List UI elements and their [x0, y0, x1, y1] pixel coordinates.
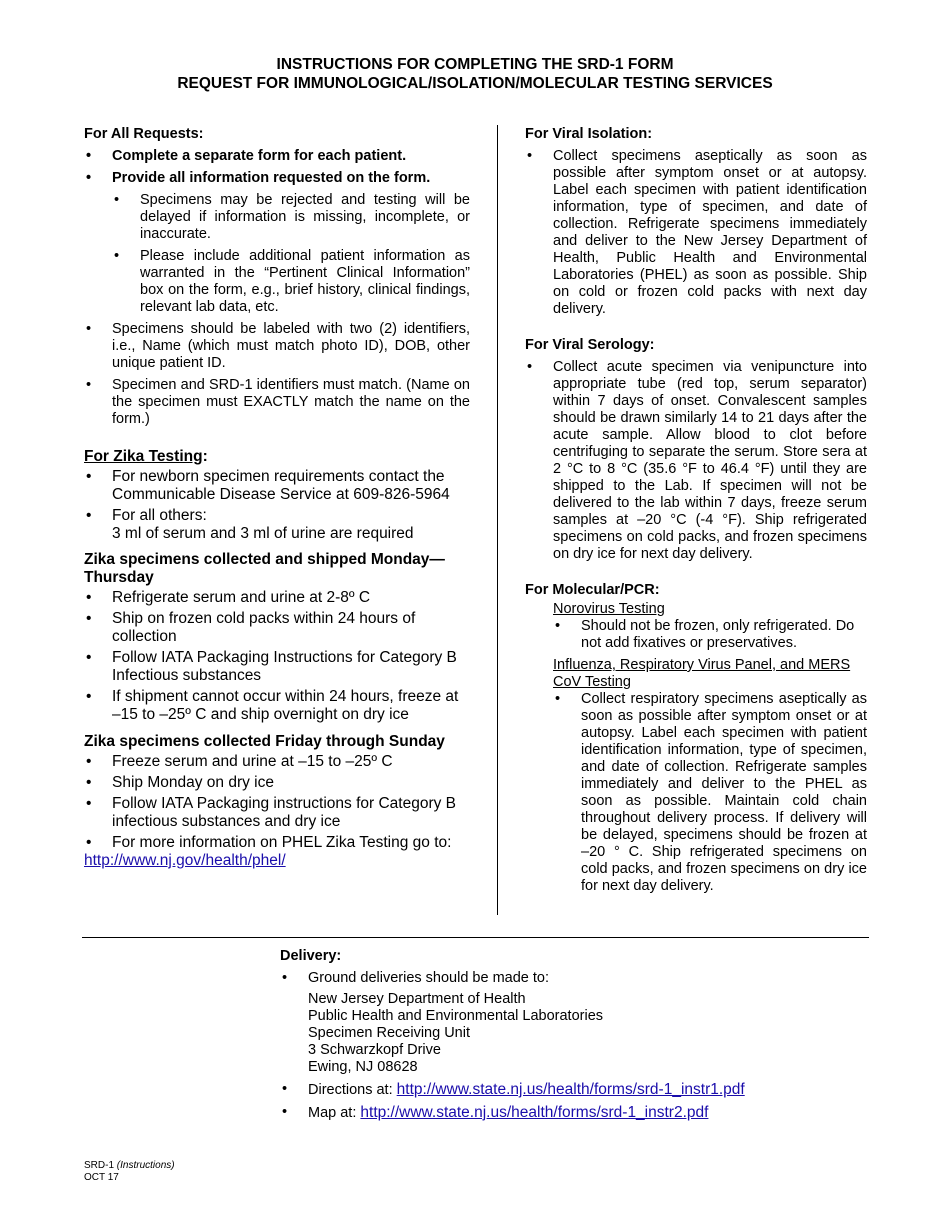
list-item: • Complete a separate form for each patient. — [86, 148, 407, 164]
phel-zika-link[interactable]: http://www.nj.gov/health/phel/ — [84, 852, 286, 869]
section-divider — [82, 937, 869, 938]
zika-weekday-heading: Zika specimens collected and shipped Monday—Thursday — [84, 551, 445, 586]
form-id: SRD-1 — [84, 1160, 117, 1171]
list-item: • Ship Monday on dry ice — [86, 774, 274, 791]
all-requests-heading: For All Requests: — [84, 126, 204, 142]
revision-date: OCT 17 — [84, 1172, 119, 1183]
delivery-section — [280, 947, 840, 1122]
address-line: Ewing, NJ 08628 — [308, 1059, 418, 1075]
molecular-heading: For Molecular/PCR: — [525, 582, 660, 598]
list-item: • Ship on frozen cold packs within 24 hours of collection — [86, 610, 416, 645]
map-link[interactable]: http://www.state.nj.us/health/forms/srd-1_instr2.pdf — [360, 1104, 709, 1121]
viral-isolation-heading: For Viral Isolation: — [525, 126, 653, 142]
list-item: • Freeze serum and urine at –15 to –25º C — [86, 753, 393, 770]
list-item: • Please include additional patient information as warranted in the “Pertinent Clinical Information” box on the form, e.g., brief history, clinical findings, relevant lab data, etc. — [114, 248, 470, 315]
list-item: • Ground deliveries should be made to: — [282, 970, 550, 986]
column-divider — [497, 125, 498, 915]
address-line: 3 Schwarzkopf Drive — [308, 1042, 441, 1058]
list-item: • Collect acute specimen via venipuncture into appropriate tube (red top, serum separator) within 7 days of onset. Convalescent samples should be drawn similarly 14 to 21 days after the acute sample. Allow blood to clot before centrifuging to separate the serum. Store sera at 2 °C to 8 °C (35.6 °F to 46.4 °F) until they are shipped to the Lab. If specimen will not be delivered to the lab within 7 days, freeze serum samples at –20 °C (-4 °F). Ship refrigerated specimens on cold packs, and frozen specimens on dry ice for next day delivery. — [527, 359, 867, 562]
list-item: • For all others: 3 ml of serum and 3 ml of urine are required — [86, 507, 414, 542]
address-line: Specimen Receiving Unit — [308, 1025, 470, 1041]
form-note: (Instructions) — [116, 1160, 175, 1171]
norovirus-heading: Norovirus Testing — [553, 601, 665, 617]
list-item: • For newborn specimen requirements contact the Communicable Disease Service at 609-826-5964 — [86, 468, 450, 503]
list-item: • Collect specimens aseptically as soon as possible after symptom onset or at autopsy. Label each specimen with patient identification information, type of specimen, and date of collection. Refrigerate specimens immediately and deliver to the New Jersey Department of Health, Public Health and Environmental Laboratories (PHEL) as soon as possible. Ship on cold or frozen cold packs with next day delivery. — [527, 148, 867, 317]
list-item: • Provide all information requested on the form. — [86, 170, 431, 186]
viral-serology-heading: For Viral Serology: — [525, 337, 655, 353]
list-item: • If shipment cannot occur within 24 hours, freeze at –15 to –25º C and ship overnight on dry ice — [86, 688, 459, 723]
directions-link[interactable]: http://www.state.nj.us/health/forms/srd-1_instr1.pdf — [396, 1081, 745, 1098]
list-item: • Collect respiratory specimens aseptically as soon as possible after symptom onset or at autopsy. Label each specimen with patient identification information, type of specimen, and date of collection. Refrigerate samples immediately and deliver to the PHEL as soon as possible. Maintain cold chain throughout delivery process. If delivery will be delayed, specimens should be frozen at –20 ° C. Ship refrigerated specimens on cold packs, and frozen specimens on dry ice for next day delivery. — [555, 691, 867, 894]
list-item: • Specimens should be labeled with two (2) identifiers, i.e., Name (which must match photo ID), DOB, other unique patient ID. — [86, 321, 470, 371]
left-column — [84, 125, 470, 870]
title-line-1: INSTRUCTIONS FOR COMPLETING THE SRD-1 FORM — [276, 56, 674, 73]
list-item: • Specimen and SRD-1 identifiers must match. (Name on the specimen must EXACTLY match the name on the form.) — [86, 377, 470, 427]
right-column — [525, 125, 867, 895]
title-line-2: REQUEST FOR IMMUNOLOGICAL/ISOLATION/MOLECULAR TESTING SERVICES — [177, 75, 773, 92]
delivery-heading: Delivery: — [280, 948, 342, 964]
influenza-heading: Influenza, Respiratory Virus Panel, and MERS CoV Testing — [553, 657, 851, 690]
list-item: • Specimens may be rejected and testing will be delayed if information is missing, incomplete, or inaccurate. — [114, 192, 470, 242]
page-title — [0, 55, 950, 93]
address-line: Public Health and Environmental Laboratories — [308, 1008, 604, 1024]
zika-heading: For Zika Testing: — [84, 448, 208, 465]
zika-weekend-heading: Zika specimens collected Friday through Sunday — [84, 733, 445, 750]
list-item: • Follow IATA Packaging instructions for Category B infectious substances and dry ice — [86, 795, 457, 830]
address-line: New Jersey Department of Health — [308, 991, 526, 1007]
list-item: • Directions at: http://www.state.nj.us/health/forms/srd-1_instr1.pdf — [282, 1081, 745, 1098]
list-item: • For more information on PHEL Zika Testing go to: — [86, 834, 452, 851]
list-item: • Refrigerate serum and urine at 2-8º C — [86, 589, 371, 606]
list-item: • Should not be frozen, only refrigerated. Do not add fixatives or preservatives. — [555, 618, 855, 651]
list-item: • Map at: http://www.state.nj.us/health/forms/srd-1_instr2.pdf — [282, 1104, 709, 1121]
list-item: • Follow IATA Packaging Instructions for Category B Infectious substances — [86, 649, 457, 684]
page-footer — [84, 1160, 175, 1184]
